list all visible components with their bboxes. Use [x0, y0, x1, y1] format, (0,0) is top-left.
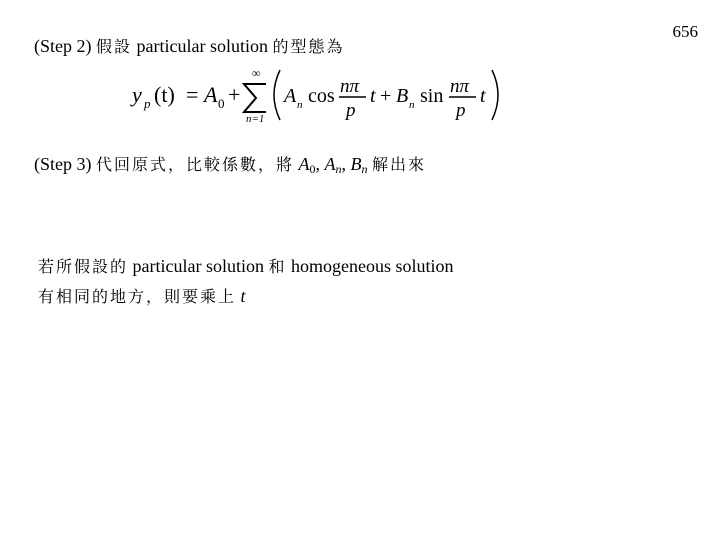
right-paren-icon [492, 70, 498, 120]
step3-a: A [298, 154, 310, 174]
eq-lhs-arg: (t) [154, 82, 175, 107]
step3-line [34, 152, 426, 175]
note-line1-d: homogeneous solution [286, 256, 454, 276]
note-line1-a: 若所假設的 [38, 257, 129, 276]
eq-bn-sub: n [409, 99, 415, 111]
step2-text-b: particular solution [132, 36, 273, 56]
step2-text-a: 假設 [96, 37, 133, 56]
eq-p2: p [456, 100, 466, 121]
note-line2-a: 有相同的地方，則要乘上 [38, 287, 237, 306]
eq-t2: t [480, 85, 486, 107]
step2-line [34, 34, 345, 57]
eq-sum-lower: n=1 [246, 113, 265, 124]
note-line1-b: particular solution [128, 256, 269, 276]
eq-lhs-y: y [132, 82, 142, 107]
step3-bn: B [350, 154, 362, 174]
note-line-2 [38, 284, 246, 307]
note-line2-t: t [240, 286, 246, 306]
sum-sigma-icon [244, 84, 266, 112]
note-line-1 [38, 254, 454, 277]
step3-comma1: , [315, 154, 321, 174]
eq-cos: cos [308, 85, 335, 107]
eq-equals: = [186, 82, 199, 107]
eq-npi2: nπ [450, 76, 470, 97]
eq-a0: A [204, 82, 218, 107]
eq-a0-sub: 0 [218, 96, 225, 111]
eq-an: A [284, 85, 297, 107]
eq-npi: nπ [340, 76, 360, 97]
page-number: 656 [672, 22, 698, 41]
eq-t: t [370, 85, 376, 107]
eq-lhs-sub: p [144, 96, 151, 111]
step3-bn-sub: n [361, 162, 368, 176]
particular-solution-equation [128, 64, 508, 124]
eq-plus2: + [380, 85, 392, 107]
step3-an-sub: n [335, 162, 342, 176]
left-paren-icon [274, 70, 280, 120]
step2-text-c: 的型態為 [272, 37, 345, 56]
step3-text-a: 代回原式，比較係數，將 [96, 155, 295, 174]
eq-an-sub: n [297, 99, 303, 111]
eq-plus: + [228, 82, 241, 107]
step2-label: (Step 2) [34, 36, 92, 56]
step3-text-b: 解出來 [372, 155, 427, 174]
eq-p: p [346, 100, 356, 121]
step3-comma2: , [341, 154, 347, 174]
eq-sin: sin [420, 85, 444, 107]
step3-an: A [324, 154, 336, 174]
eq-bn: B [396, 85, 409, 107]
step3-a-sub: 0 [309, 162, 316, 176]
step3-label: (Step 3) [34, 154, 92, 174]
note-line1-c: 和 [268, 257, 287, 276]
eq-sum-upper: ∞ [252, 66, 261, 80]
